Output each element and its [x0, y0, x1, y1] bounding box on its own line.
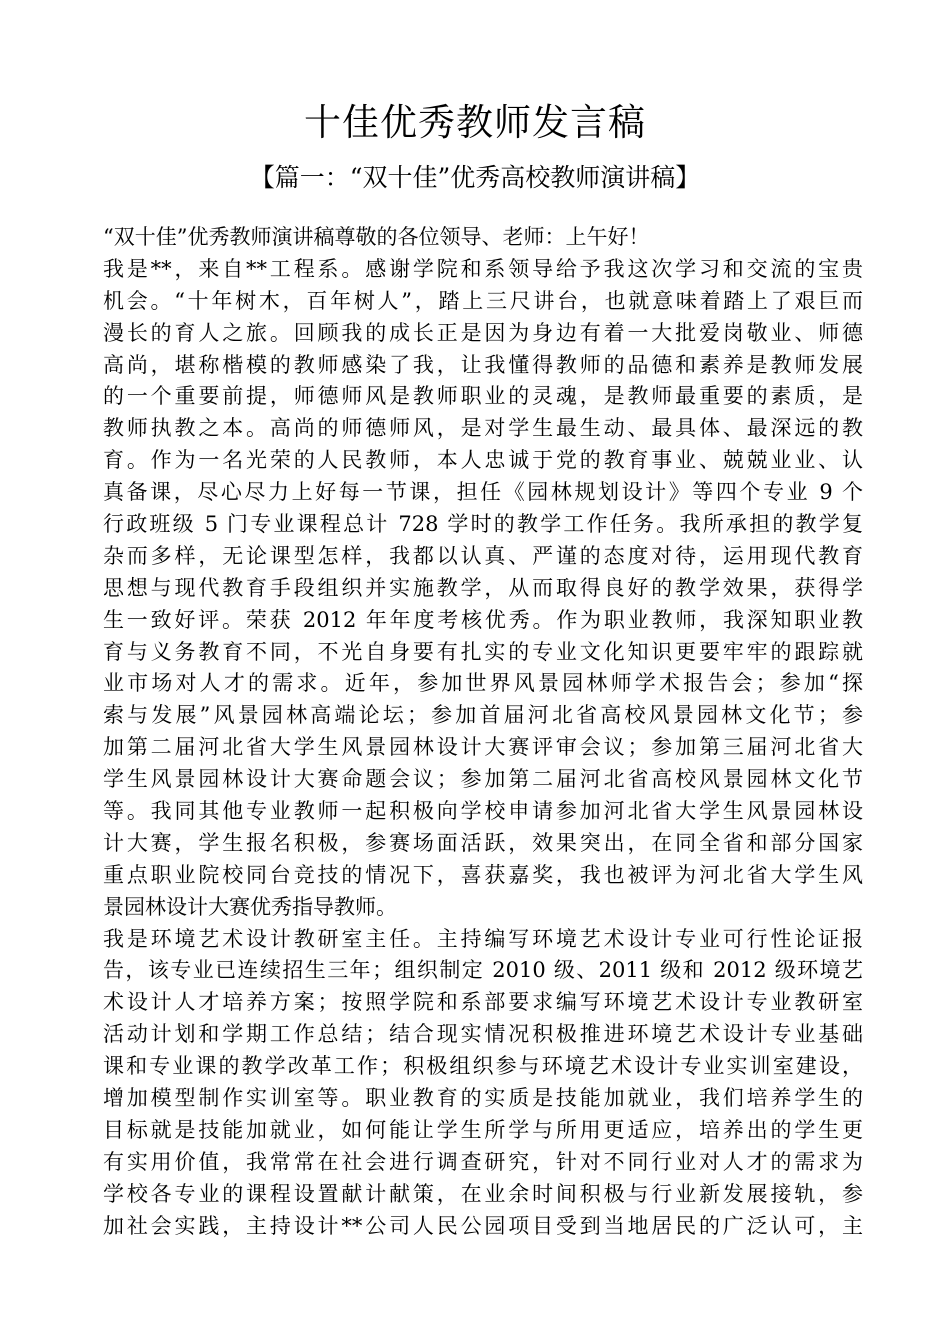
body-text-line: 术设计人才培养方案；按照学院和系部要求编写环境艺术设计专业教研室: [103, 990, 863, 1015]
body-text-line: 漫长的育人之旅。回顾我的成长正是因为身边有着一大批爱岗敬业、师德: [103, 320, 863, 345]
body-text-line: 加社会实践，主持设计**公司人民公园项目受到当地居民的广泛认可，主: [103, 1213, 863, 1238]
body-text-line: 计大赛，学生报名积极，参赛场面活跃，效果突出，在同全省和部分国家: [103, 830, 863, 855]
body-text-line: 索与发展”风景园林高端论坛；参加首届河北省高校风景园林文化节；参: [103, 703, 863, 728]
body-text-line: 的一个重要前提，师德师风是教师职业的灵魂，是教师最重要的素质，是: [103, 384, 863, 409]
body-text-line: 目标就是技能加就业，如何能让学生所学与所用更适应，培养出的学生更: [103, 1117, 863, 1142]
body-text-line: 课和专业课的教学改革工作；积极组织参与环境艺术设计专业实训室建设，: [103, 1054, 863, 1079]
body-text-line: 业市场对人才的需求。近年，参加世界风景园林师学术报告会；参加“探: [103, 671, 863, 696]
body-text-line: 教师执教之本。高尚的师德师风，是对学生最生动、最具体、最深远的教: [103, 416, 863, 441]
body-text-line: 高尚，堪称楷模的教师感染了我，让我懂得教师的品德和素养是教师发展: [103, 352, 863, 377]
body-text-line: 行政班级 5 门专业课程总计 728 学时的教学工作任务。我所承担的教学复: [103, 512, 863, 537]
body-text-line: 杂而多样，无论课型怎样，我都以认真、严谨的态度对待，运用现代教育: [103, 543, 863, 568]
document-title: 十佳优秀教师发言稿: [304, 101, 646, 144]
body-text-line: “双十佳”优秀教师演讲稿尊敬的各位领导、老师：上午好！: [103, 225, 650, 249]
body-text-line: 我是**，来自**工程系。感谢学院和系领导给予我这次学习和交流的宝贵: [103, 256, 863, 281]
body-text-line: 重点职业院校同台竞技的情况下，喜获嘉奖，我也被评为河北省大学生风: [103, 862, 863, 887]
body-text-line: 增加模型制作实训室等。职业教育的实质是技能加就业，我们培养学生的: [103, 1086, 863, 1111]
body-text-line: 等。我同其他专业教师一起积极向学校申请参加河北省大学生风景园林设: [103, 799, 863, 824]
body-text-line: 加第二届河北省大学生风景园林设计大赛评审会议；参加第三届河北省大: [103, 735, 863, 760]
body-text-line: 真备课，尽心尽力上好每一节课，担任《园林规划设计》等四个专业 9 个: [103, 480, 863, 505]
body-text-line: 有实用价值，我常常在社会进行调查研究，针对不同行业对人才的需求为: [103, 1149, 863, 1174]
body-text-line: 我是环境艺术设计教研室主任。主持编写环境艺术设计专业可行性论证报: [103, 926, 863, 951]
body-text-line: 育。作为一名光荣的人民教师，本人忠诚于党的教育事业、兢兢业业、认: [103, 448, 863, 473]
body-text-line: 生一致好评。荣获 2012 年年度考核优秀。作为职业教师，我深知职业教: [103, 607, 863, 632]
body-text-line: 思想与现代教育手段组织并实施教学，从而取得良好的教学效果，获得学: [103, 575, 863, 600]
body-text-line: 育与义务教育不同，不光自身要有扎实的专业文化知识更要牢牢的跟踪就: [103, 639, 863, 664]
body-text-line: 学校各专业的课程设置献计献策，在业余时间积极与行业新发展接轨，参: [103, 1181, 863, 1206]
body-text-line: 景园林设计大赛优秀指导教师。: [103, 894, 397, 919]
body-text-line: 学生风景园林设计大赛命题会议；参加第二届河北省高校风景园林文化节: [103, 767, 863, 792]
body-text-line: 活动计划和学期工作总结；结合现实情况积极推进环境艺术设计专业基础: [103, 1022, 863, 1047]
body-text-line: 告，该专业已连续招生三年；组织制定 2010 级、2011 级和 2012 级环境艺: [103, 958, 863, 983]
document-subtitle: 【篇一：“双十佳”优秀高校教师演讲稿】: [249, 163, 701, 192]
document-body: [103, 222, 863, 1243]
body-text-line: 机会。“十年树木，百年树人”，踏上三尺讲台，也就意味着踏上了艰巨而: [103, 288, 863, 313]
